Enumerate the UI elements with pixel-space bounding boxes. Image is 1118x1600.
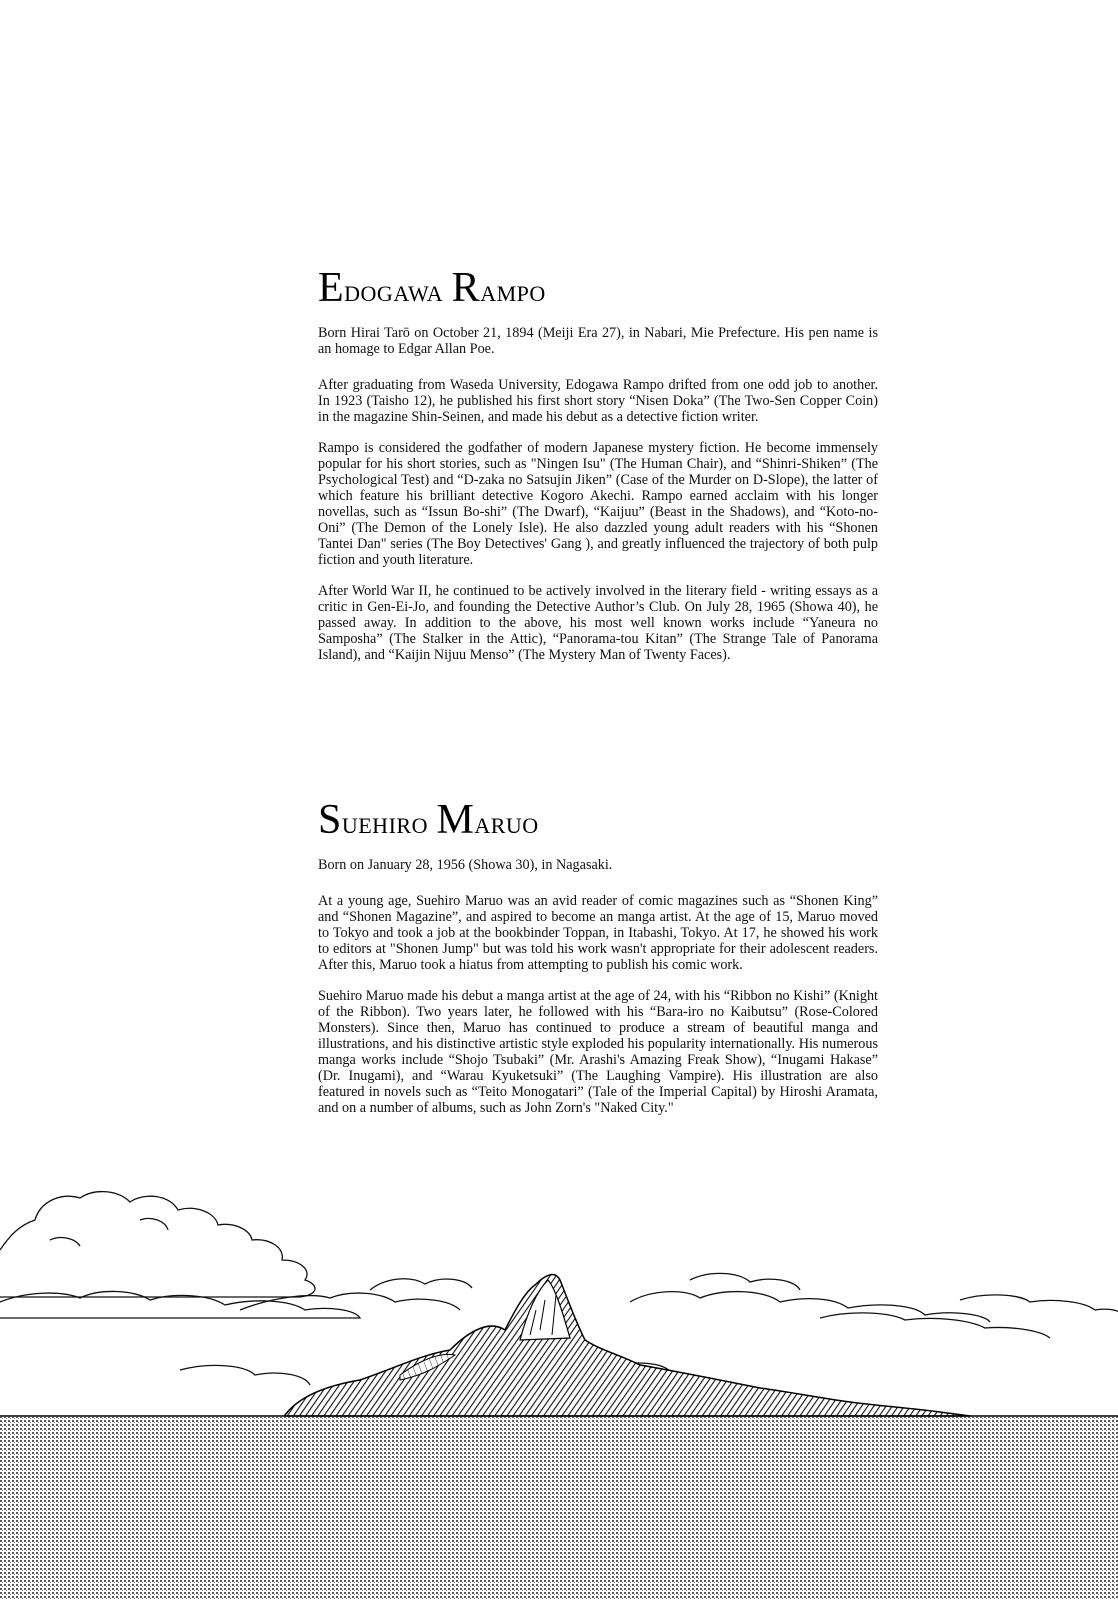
heading-word: aruo	[474, 804, 539, 840]
maruo-heading	[318, 797, 878, 843]
maruo-birth-paragraph: Born on January 28, 1956 (Showa 30), in Nagasaki.	[318, 857, 613, 874]
heading-initial: R	[451, 265, 481, 311]
rampo-later-paragraph: After World War II, he continued to be actively involved in the literary field - writing essays as a critic in Gen-Ei-Jo, and founding the Detective Author’s Club. On July 28, 1965 (Showa 40), he passed away. In addition to the above, his most well known works include “Yaneura no Samposha” (The Stalker in the Attic), “Panorama-tou Kitan” (The Strange Tale of Panorama Island), and “Kaijin Nijuu Menso” (The Mystery Man of Twenty Faces).	[318, 583, 878, 664]
island-seascape-illustration	[0, 1180, 1118, 1600]
heading-word: dogawa	[344, 272, 444, 308]
heading-initial: S	[318, 797, 342, 843]
rampo-career-paragraph: After graduating from Waseda University, Edogawa Rampo drifted from one odd job to another. In 1923 (Taisho 12), he published his first short story “Nisen Doka” (The Two-Sen Copper Coin) in the magazine Shin-Seinen, and made his debut as a detective fiction writer.	[318, 377, 878, 426]
heading-initial: M	[436, 797, 475, 843]
sea	[0, 1417, 1118, 1600]
maruo-section	[318, 797, 878, 1131]
rampo-heading	[318, 265, 878, 311]
rampo-birth-paragraph: Born Hirai Tarō on October 21, 1894 (Meiji Era 27), in Nabari, Mie Prefecture. His pen name is an homage to Edgar Allan Poe.	[318, 325, 878, 358]
heading-word: ampo	[480, 272, 546, 308]
maruo-youth-paragraph: At a young age, Suehiro Maruo was an avid reader of comic magazines such as “Shonen King” and “Shonen Magazine”, and aspired to become an manga artist. At the age of 15, Maruo moved to Tokyo and took a job at the bookbinder Toppan, in Itabashi, Tokyo. At 17, he showed his work to editors at "Shonen Jump" but was told his work wasn't appropriate for their adolescent readers. After this, Maruo took a hiatus from attempting to publish his comic work.	[318, 893, 878, 974]
heading-word: uehiro	[341, 804, 428, 840]
rampo-section	[318, 265, 878, 678]
heading-initial: E	[318, 265, 345, 311]
rampo-works-paragraph: Rampo is considered the godfather of modern Japanese mystery fiction. He become immensely popular for his short stories, such as "Ningen Isu" (The Human Chair), and “Shinri-Shiken” (The Psychological Test) and “D-zaka no Satsujin Jiken” (Case of the Murder on D-Slope), the latter of which feature his brilliant detective Kogoro Akechi. Rampo earned acclaim with his longer novellas, such as “Issun Bo-shi” (The Dwarf), “Kaijuu” (Beast in the Shadows), and “Koto-no-Oni” (The Demon of the Lonely Isle). He also dazzled young adult readers with his “Shonen Tantei Dan" series (The Boy Detectives' Gang ), and greatly influenced the trajectory of both pulp fiction and youth literature.	[318, 440, 878, 569]
maruo-career-paragraph: Suehiro Maruo made his debut a manga artist at the age of 24, with his “Ribbon no Kishi” (Knight of the Ribbon). Two years later, he followed with his “Bara-iro no Kaibutsu” (Rose-Colored Monsters). Since then, Maruo has continued to produce a stream of beautiful manga and illustrations, and his distinctive artistic style exploded his popularity internationally. His numerous manga works include “Shojo Tsubaki” (Mr. Arashi's Amazing Freak Show), “Inugami Hakase” (Dr. Inugami), and “Warau Kyuketsuki” (The Laughing Vampire). His illustration are also featured in novels such as “Teito Monogatari” (Tale of the Imperial Capital) by Hiroshi Aramata, and on a number of albums, such as John Zorn's "Naked City."	[318, 988, 878, 1117]
island	[285, 1275, 970, 1416]
